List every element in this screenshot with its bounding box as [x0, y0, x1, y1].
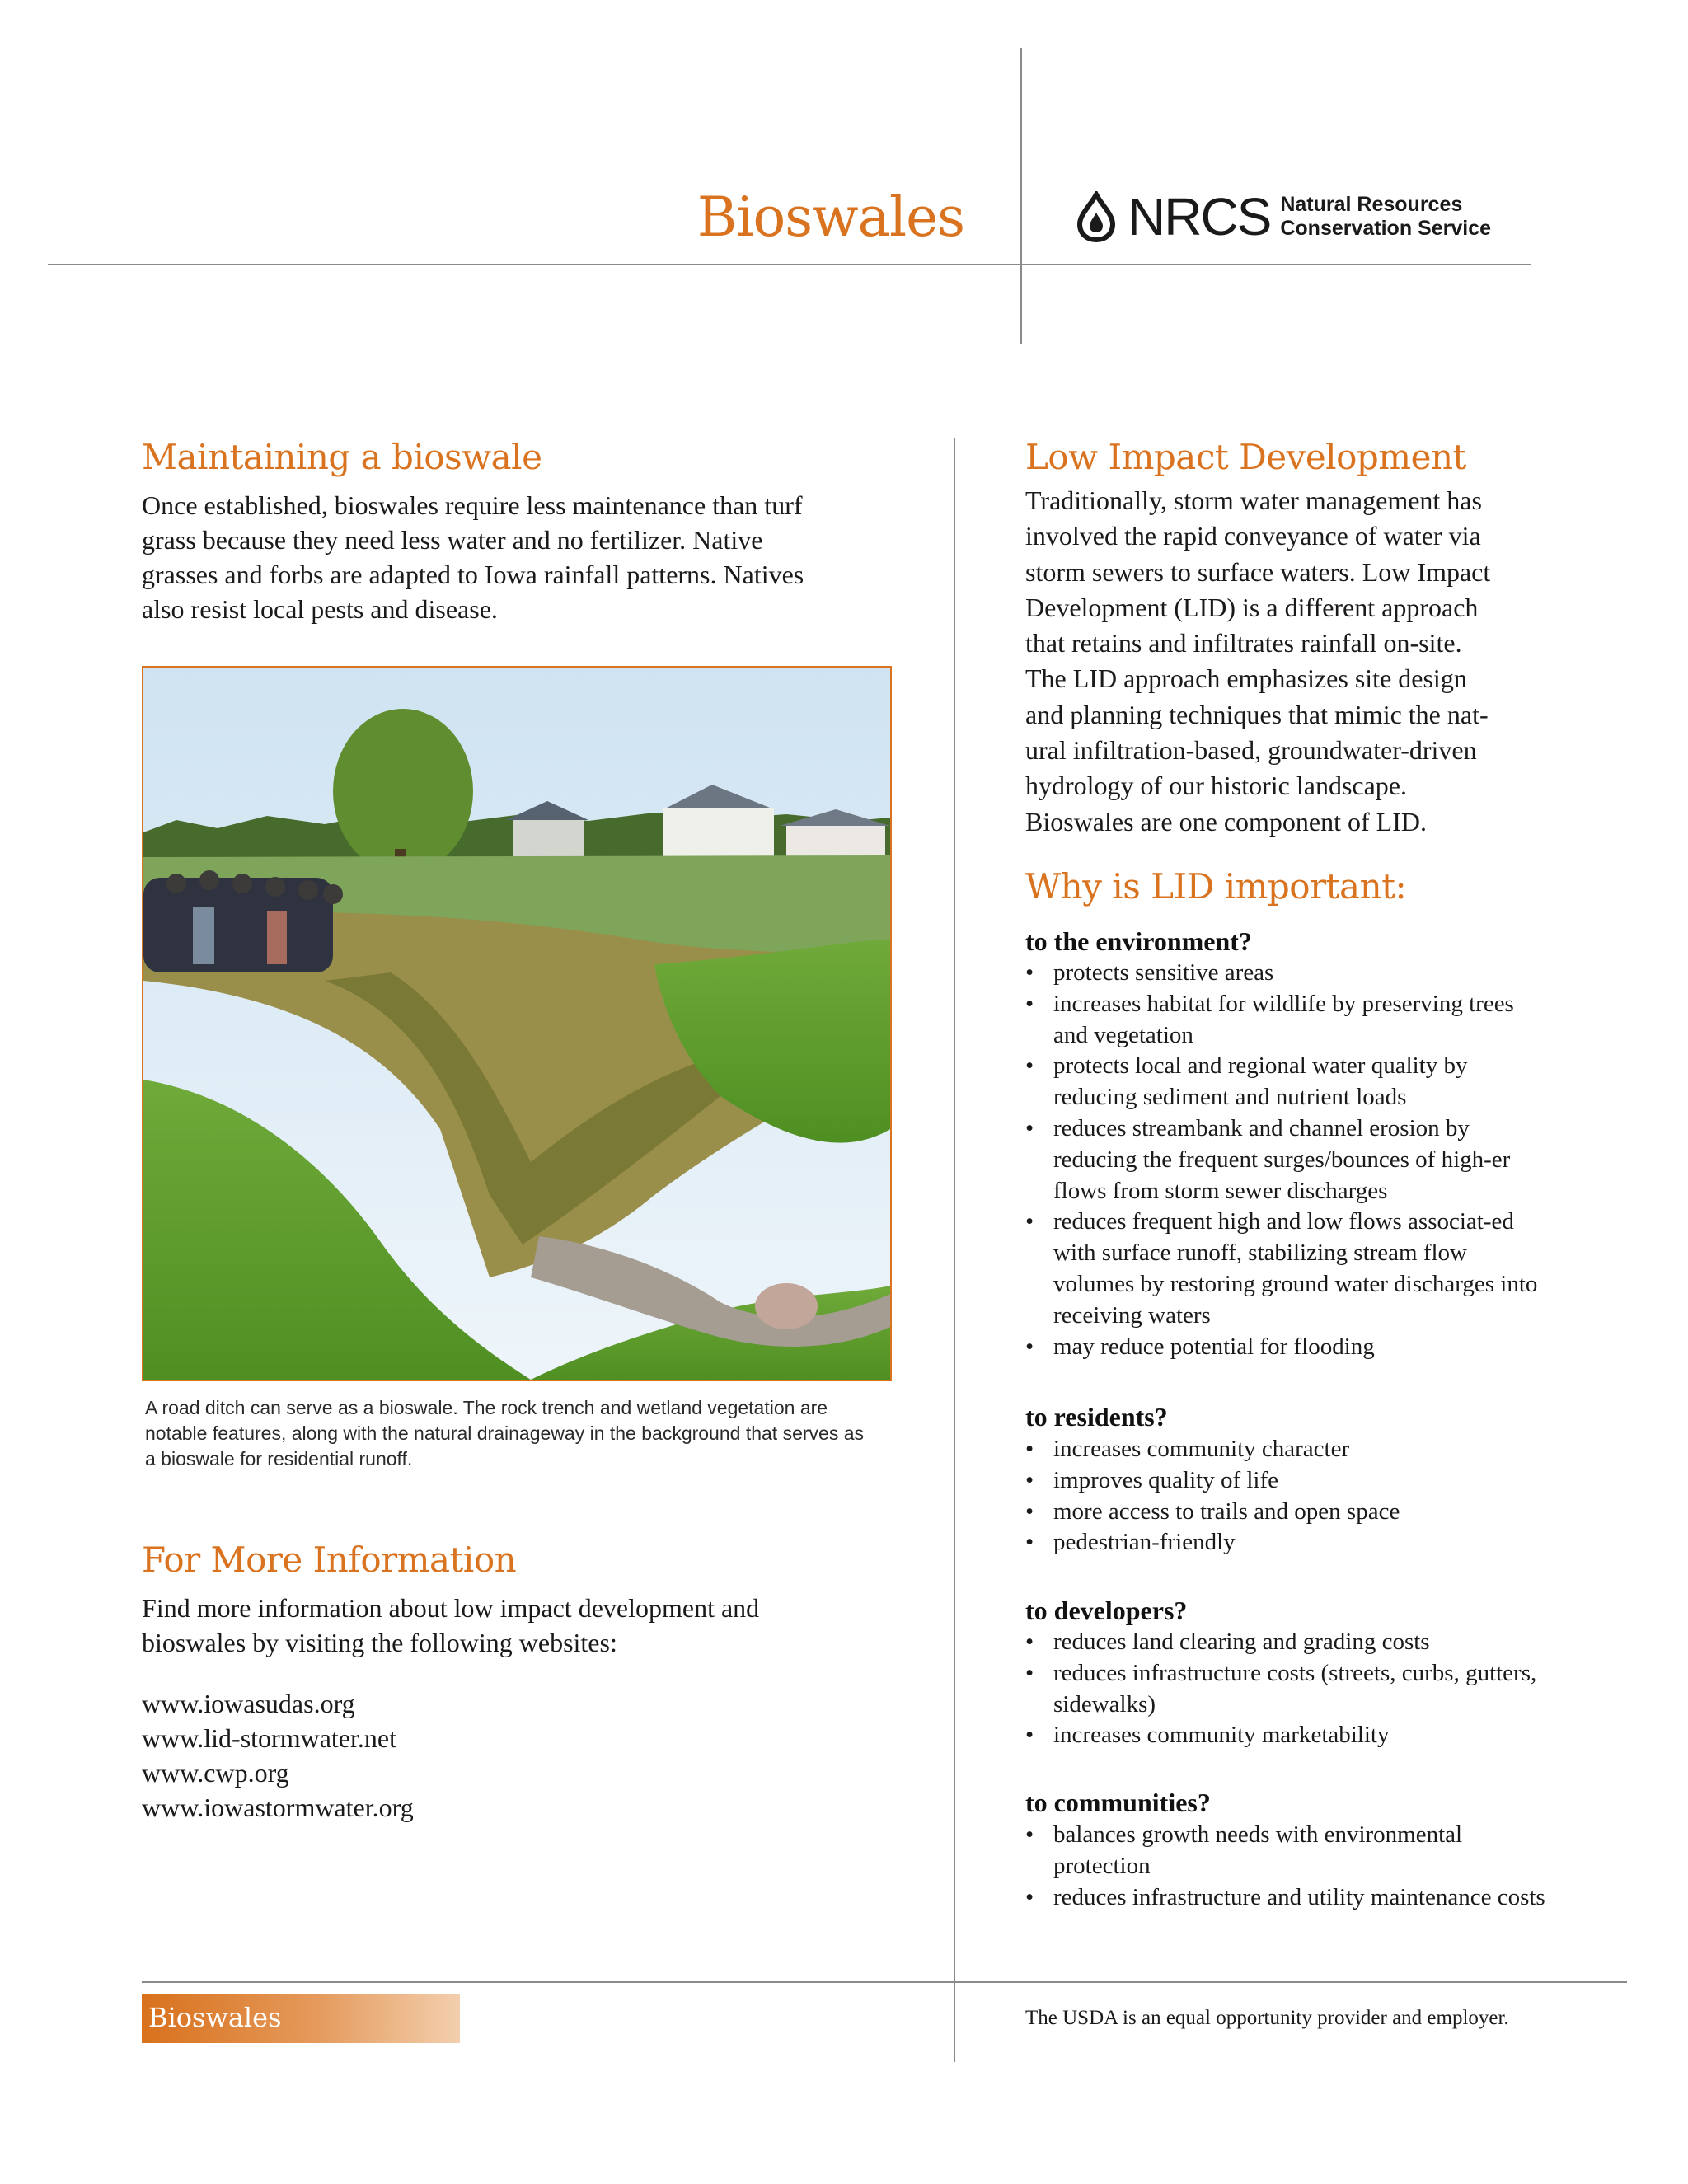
lid-paragraph — [1025, 483, 1490, 840]
text-line: Bioswales are one component of LID. — [1025, 806, 1427, 837]
logo-abbreviation: NRCS — [1128, 187, 1271, 246]
text-line: grass because they need less water and no fertilizer. Native — [142, 525, 763, 555]
nrcs-drop-icon — [1073, 191, 1119, 242]
website-list — [142, 1686, 414, 1825]
website-link[interactable]: www.lid-stormwater.net — [142, 1723, 396, 1753]
website-link[interactable]: www.iowastormwater.org — [142, 1793, 414, 1822]
list-item: • may reduce potential for flooding — [1025, 1332, 1553, 1363]
maintaining-heading: Maintaining a bioswale — [142, 437, 542, 477]
text-line: Once established, bioswales require less maintenance than turf — [142, 490, 803, 520]
environment-label: to the environment? — [1025, 926, 1252, 956]
text-line: Development (LID) is a different approach — [1025, 592, 1479, 622]
communities-list — [1025, 1820, 1553, 1913]
caption-line: a bioswale for residential runoff. — [145, 1448, 413, 1469]
header-divider — [1020, 48, 1022, 344]
text-line: also resist local pests and disease. — [142, 594, 498, 624]
photo-caption — [145, 1395, 895, 1472]
footer-title-bar — [142, 1994, 460, 2043]
developers-list — [1025, 1627, 1553, 1751]
website-link[interactable]: www.iowasudas.org — [142, 1689, 355, 1718]
list-item: • more access to trails and open space — [1025, 1497, 1553, 1528]
maintaining-paragraph — [142, 488, 804, 626]
list-item: • pedestrian-friendly — [1025, 1527, 1553, 1558]
text-line: and planning techniques that mimic the nat- — [1025, 699, 1489, 729]
column-divider — [954, 438, 955, 2062]
website-link[interactable]: www.cwp.org — [142, 1758, 289, 1788]
list-item: • improves quality of life — [1025, 1465, 1553, 1497]
document-title: Bioswales — [696, 185, 964, 249]
list-item: • reduces infrastructure costs (streets, curbs, gutters, sidewalks) — [1025, 1658, 1553, 1721]
list-item: • reduces land clearing and grading costs — [1025, 1627, 1553, 1658]
footer-title: Bioswales — [148, 2002, 282, 2033]
text-line: grasses and forbs are adapted to Iowa rainfall patterns. Natives — [142, 560, 804, 589]
list-item: • increases community character — [1025, 1434, 1553, 1465]
why-lid-heading: Why is LID important: — [1025, 866, 1407, 907]
caption-line: notable features, along with the natural drainageway in the background that serves as — [145, 1422, 865, 1444]
communities-label: to communities? — [1025, 1788, 1211, 1817]
text-line: ural infiltration-based, groundwater-driven — [1025, 735, 1477, 766]
text-line: hydrology of our historic landscape. — [1025, 771, 1407, 801]
more-info-heading: For More Information — [142, 1540, 517, 1580]
residents-list — [1025, 1434, 1553, 1558]
bioswale-photo — [142, 666, 892, 1381]
list-item: • protects local and regional water quality by reducing sediment and nutrient loads — [1025, 1051, 1553, 1113]
text-line: involved the rapid conveyance of water via — [1025, 521, 1481, 551]
text-line: The LID approach emphasizes site design — [1025, 663, 1467, 694]
text-line: Find more information about low impact development and — [142, 1593, 760, 1623]
residents-label: to residents? — [1025, 1402, 1168, 1432]
text-line: Traditionally, storm water management has — [1025, 485, 1482, 515]
more-info-paragraph — [142, 1591, 759, 1660]
list-item: • reduces streambank and channel erosion by reducing the frequent surges/bounces of high-er flows from storm sewer discharges — [1025, 1113, 1553, 1207]
header-rule — [48, 264, 1531, 265]
list-item: • balances growth needs with environmental protection — [1025, 1820, 1553, 1882]
list-item: • reduces infrastructure and utility maintenance costs — [1025, 1882, 1553, 1914]
text-line: that retains and infiltrates rainfall on-site. — [1025, 628, 1462, 658]
list-item: • increases community marketability — [1025, 1720, 1553, 1751]
logo-name-line: Conservation Service — [1280, 217, 1492, 240]
developers-label: to developers? — [1025, 1596, 1188, 1625]
lid-heading: Low Impact Development — [1025, 437, 1466, 477]
nrcs-logo — [1073, 188, 1491, 246]
list-item: • increases habitat for wildlife by preserving trees and vegetation — [1025, 989, 1553, 1052]
caption-line: A road ditch can serve as a bioswale. The rock trench and wetland vegetation are — [145, 1397, 828, 1418]
footer-rule — [142, 1981, 1627, 1983]
list-item: • protects sensitive areas — [1025, 958, 1553, 989]
environment-list — [1025, 958, 1553, 1362]
logo-name-line: Natural Resources — [1280, 193, 1463, 216]
text-line: storm sewers to surface waters. Low Impact — [1025, 556, 1491, 587]
logo-agency-name — [1280, 193, 1491, 241]
equal-opportunity-note: The USDA is an equal opportunity provider and employer. — [1025, 2007, 1509, 2029]
text-line: bioswales by visiting the following websites: — [142, 1628, 617, 1657]
list-item: • reduces frequent high and low flows associat-ed with surface runoff, stabilizing stream flow volumes by restoring ground water discharges into receiving waters — [1025, 1207, 1553, 1331]
